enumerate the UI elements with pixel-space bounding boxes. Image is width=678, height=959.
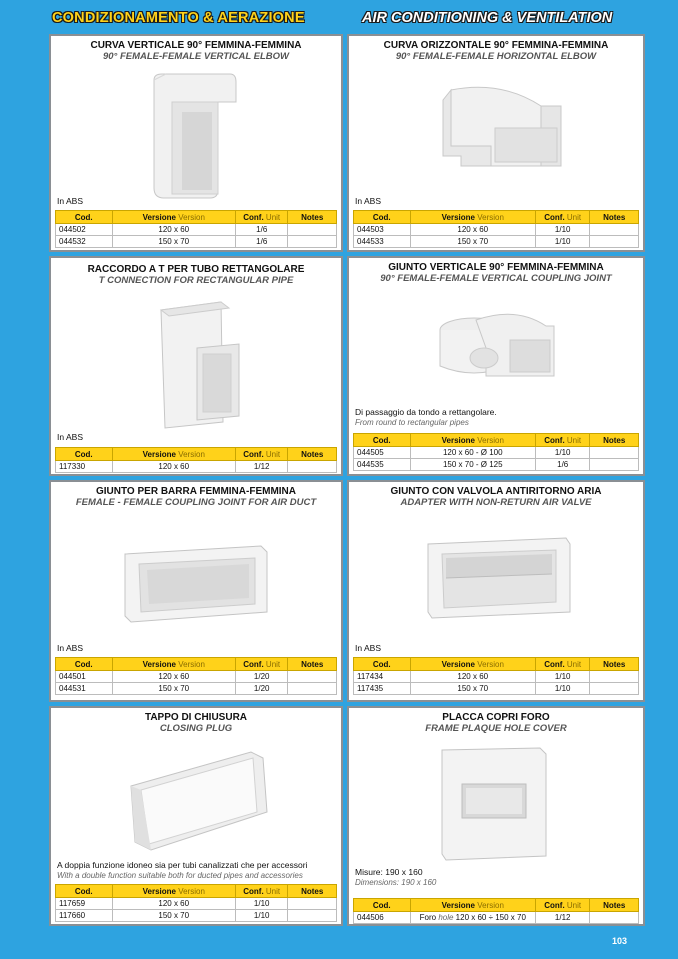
product-subtitle: CLOSING PLUG: [159, 723, 233, 734]
col-conf: [235, 885, 287, 898]
header-title-it: CONDIZIONAMENTO & AERAZIONE: [52, 10, 305, 26]
cell-cod: 044533: [354, 236, 411, 248]
table-row: [354, 224, 639, 236]
product-table: [55, 884, 337, 922]
col-notes: Notes: [590, 211, 639, 224]
cell-version: 120 x 60: [112, 898, 235, 910]
cell-conf: 1/10: [235, 898, 287, 910]
product-note: A doppia funzione idoneo sia per tubi canalizzati che per accessori: [57, 860, 308, 870]
cell-notes: [590, 459, 639, 471]
col-unit-label: Unit: [265, 212, 281, 222]
cell-notes: [590, 683, 639, 695]
product-table: [55, 210, 337, 248]
col-conf: [235, 448, 287, 461]
col-cod: Cod.: [354, 899, 411, 912]
cell-cod: 044506: [354, 912, 411, 924]
col-notes: Notes: [288, 885, 337, 898]
col-unit-label: Unit: [566, 435, 582, 445]
product-title: PLACCA COPRI FORO: [442, 712, 550, 723]
cell-cod: 044532: [56, 236, 113, 248]
product-title: CURVA VERTICALE 90° FEMMINA-FEMMINA: [90, 40, 302, 51]
cell-notes: [288, 236, 337, 248]
col-unit-label: Unit: [566, 659, 582, 669]
product-note-en: Dimensions: 190 x 160: [355, 878, 437, 887]
cell-conf: 1/10: [535, 224, 589, 236]
col-versione-label: Versione: [441, 212, 475, 222]
cell-cod: 117434: [354, 671, 411, 683]
col-version-label: Version: [477, 659, 504, 669]
col-version: [410, 434, 535, 447]
product-table: [353, 657, 639, 695]
product-note-en: From round to rectangular pipes: [355, 418, 469, 427]
vertical-elbow-image: [51, 72, 341, 202]
cell-cod: 044501: [56, 671, 113, 683]
cell-cod: 044535: [354, 459, 411, 471]
horizontal-elbow-image: [349, 76, 643, 196]
cell-conf: 1/10: [535, 671, 589, 683]
cell-conf: 1/20: [235, 683, 287, 695]
product-subtitle: 90° FEMALE-FEMALE VERTICAL ELBOW: [102, 51, 290, 62]
vertical-coupling-joint-image: [349, 296, 643, 396]
product-subtitle: 90° FEMALE-FEMALE HORIZONTAL ELBOW: [395, 51, 597, 62]
col-conf: [535, 658, 589, 671]
col-versione-label: Versione: [441, 900, 475, 910]
col-cod: Cod.: [354, 434, 411, 447]
cell-notes: [288, 898, 337, 910]
col-version-label: Version: [477, 900, 504, 910]
cell-conf: 1/6: [235, 236, 287, 248]
product-card-frame-plaque: [347, 706, 645, 926]
page-header: [0, 10, 678, 32]
product-table: [353, 898, 639, 924]
product-note: In ABS: [57, 196, 83, 206]
cell-cod: 044502: [56, 224, 113, 236]
cell-cod: 044505: [354, 447, 411, 459]
product-title: GIUNTO VERTICALE 90° FEMMINA-FEMMINA: [388, 262, 604, 273]
col-conf-label: Conf.: [544, 212, 565, 222]
col-version-label: Version: [178, 212, 205, 222]
cell-notes: [288, 683, 337, 695]
table-row: [354, 683, 639, 695]
col-conf-label: Conf.: [243, 886, 264, 896]
cell-notes: [288, 461, 337, 473]
product-note: Di passaggio da tondo a rettangolare.: [355, 407, 497, 417]
cell-version: 150 x 70: [112, 910, 235, 922]
product-table: [353, 433, 639, 471]
product-note: Misure: 190 x 160: [355, 867, 423, 877]
header-title-en: AIR CONDITIONING & VENTILATION: [362, 10, 613, 26]
product-title: GIUNTO PER BARRA FEMMINA-FEMMINA: [96, 486, 296, 497]
cell-notes: [288, 224, 337, 236]
cell-notes: [288, 671, 337, 683]
cell-notes: [590, 912, 639, 924]
cell-version: 150 x 70: [410, 683, 535, 695]
table-row: [354, 236, 639, 248]
col-unit-label: Unit: [566, 900, 582, 910]
product-subtitle: ADAPTER WITH NON-RETURN AIR VALVE: [400, 497, 592, 508]
cell-version: 120 x 60: [112, 671, 235, 683]
product-note: In ABS: [57, 643, 83, 653]
table-row: [354, 447, 639, 459]
frame-plaque-image: [349, 744, 643, 864]
col-notes: Notes: [590, 434, 639, 447]
cell-cod: 117330: [56, 461, 113, 473]
table-row: [354, 459, 639, 471]
cell-conf: 1/20: [235, 671, 287, 683]
table-row: [56, 910, 337, 922]
cell-conf: 1/12: [235, 461, 287, 473]
col-cod: Cod.: [56, 211, 113, 224]
col-version-label: Version: [178, 449, 205, 459]
table-row: [56, 671, 337, 683]
col-version: [410, 658, 535, 671]
product-card-t-connection: [49, 256, 343, 476]
non-return-valve-image: [349, 528, 643, 628]
col-notes: Notes: [288, 448, 337, 461]
product-table: [353, 210, 639, 248]
cell-notes: [590, 447, 639, 459]
product-card-vertical-elbow: [49, 34, 343, 252]
col-version: [410, 211, 535, 224]
cell-version: 120 x 60: [112, 224, 235, 236]
col-conf: [235, 211, 287, 224]
product-title: GIUNTO CON VALVOLA ANTIRITORNO ARIA: [390, 486, 602, 497]
table-row: [56, 898, 337, 910]
cell-conf: 1/12: [535, 912, 589, 924]
cell-version: 120 x 60: [410, 671, 535, 683]
product-title: RACCORDO A T PER TUBO RETTANGOLARE: [87, 264, 305, 275]
col-versione-label: Versione: [142, 449, 176, 459]
col-version-label: Version: [477, 212, 504, 222]
cell-conf: 1/6: [235, 224, 287, 236]
col-notes: Notes: [288, 211, 337, 224]
cell-version: 120 x 60: [410, 224, 535, 236]
table-row: [56, 236, 337, 248]
cell-version: [410, 912, 535, 924]
col-cod: Cod.: [354, 658, 411, 671]
col-notes: Notes: [590, 899, 639, 912]
col-versione-label: Versione: [142, 886, 176, 896]
col-unit-label: Unit: [265, 449, 281, 459]
table-row: [354, 671, 639, 683]
col-version: [112, 211, 235, 224]
col-cod: Cod.: [56, 448, 113, 461]
col-conf-label: Conf.: [243, 449, 264, 459]
product-subtitle: T CONNECTION FOR RECTANGULAR PIPE: [98, 275, 294, 286]
col-unit-label: Unit: [265, 659, 281, 669]
closing-plug-image: [51, 742, 341, 860]
cell-conf: 1/10: [235, 910, 287, 922]
cell-version: 150 x 70 - Ø 125: [410, 459, 535, 471]
col-cod: Cod.: [354, 211, 411, 224]
cell-cod: 117659: [56, 898, 113, 910]
col-version: [112, 448, 235, 461]
product-card-horizontal-elbow: [347, 34, 645, 252]
product-subtitle: 90° FEMALE-FEMALE VERTICAL COUPLING JOINT: [380, 273, 612, 284]
col-notes: Notes: [590, 658, 639, 671]
product-table: [55, 447, 337, 473]
col-conf-label: Conf.: [243, 212, 264, 222]
product-title: TAPPO DI CHIUSURA: [144, 712, 248, 723]
table-row: [354, 912, 639, 924]
col-conf-label: Conf.: [544, 659, 565, 669]
table-row: [56, 461, 337, 473]
table-row: [56, 224, 337, 236]
col-versione-label: Versione: [441, 435, 475, 445]
col-conf-label: Conf.: [243, 659, 264, 669]
cell-version: 150 x 70: [112, 236, 235, 248]
col-conf: [535, 211, 589, 224]
duct-coupling-joint-image: [51, 532, 341, 632]
product-card-duct-coupling-joint: [49, 480, 343, 702]
t-connection-image: [51, 292, 341, 432]
col-version: [112, 658, 235, 671]
product-note-en: With a double function suitable both for ducted pipes and accessories: [57, 871, 303, 880]
product-card-vertical-coupling-joint: [347, 256, 645, 476]
cell-cod: 044531: [56, 683, 113, 695]
col-conf: [235, 658, 287, 671]
cell-version: 150 x 70: [410, 236, 535, 248]
cell-notes: [590, 224, 639, 236]
cell-cod: 117435: [354, 683, 411, 695]
product-subtitle: FEMALE - FEMALE COUPLING JOINT FOR AIR DUCT: [75, 497, 317, 508]
col-version: [410, 899, 535, 912]
cell-conf: 1/6: [535, 459, 589, 471]
col-unit-label: Unit: [265, 886, 281, 896]
cell-notes: [288, 910, 337, 922]
page-number: 103: [612, 936, 628, 946]
cell-conf: 1/10: [535, 236, 589, 248]
col-cod: Cod.: [56, 658, 113, 671]
product-title: CURVA ORIZZONTALE 90° FEMMINA-FEMMINA: [383, 40, 609, 51]
cell-version-it: Foro: [419, 913, 437, 922]
cell-version-size: 120 x 60 ÷ 150 x 70: [455, 913, 526, 922]
col-conf: [535, 434, 589, 447]
cell-cod: 117660: [56, 910, 113, 922]
cell-version: 150 x 70: [112, 683, 235, 695]
product-note: In ABS: [355, 643, 381, 653]
table-row: [56, 683, 337, 695]
cell-version: 120 x 60: [112, 461, 235, 473]
col-version-label: Version: [178, 886, 205, 896]
col-unit-label: Unit: [566, 212, 582, 222]
col-cod: Cod.: [56, 885, 113, 898]
col-version: [112, 885, 235, 898]
product-note: In ABS: [57, 432, 83, 442]
col-conf: [535, 899, 589, 912]
product-card-non-return-valve: [347, 480, 645, 702]
cell-notes: [590, 236, 639, 248]
col-conf-label: Conf.: [544, 900, 565, 910]
col-conf-label: Conf.: [544, 435, 565, 445]
cell-conf: 1/10: [535, 447, 589, 459]
product-subtitle: FRAME PLAQUE HOLE COVER: [425, 723, 567, 734]
cell-version-en: hole: [438, 913, 454, 922]
cell-version: 120 x 60 - Ø 100: [410, 447, 535, 459]
col-version-label: Version: [178, 659, 205, 669]
cell-conf: 1/10: [535, 683, 589, 695]
product-card-closing-plug: [49, 706, 343, 926]
cell-notes: [590, 671, 639, 683]
col-versione-label: Versione: [142, 659, 176, 669]
col-versione-label: Versione: [142, 212, 176, 222]
col-notes: Notes: [288, 658, 337, 671]
col-version-label: Version: [477, 435, 504, 445]
cell-cod: 044503: [354, 224, 411, 236]
col-versione-label: Versione: [441, 659, 475, 669]
product-table: [55, 657, 337, 695]
product-note: In ABS: [355, 196, 381, 206]
